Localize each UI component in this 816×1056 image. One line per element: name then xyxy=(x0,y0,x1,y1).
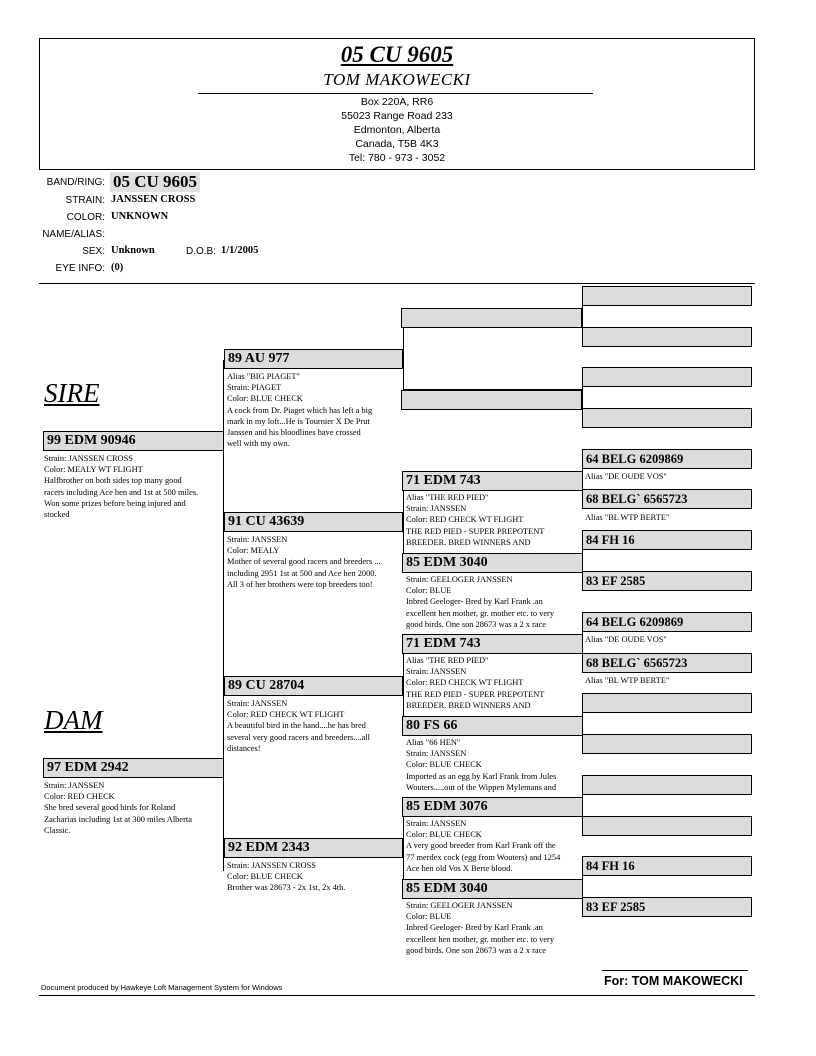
sire-label: SIRE xyxy=(44,378,100,408)
detail-line: Inbred Geeloger- Bred by Karl Frank .an xyxy=(406,923,543,933)
detail-line: excellent hen mother, gr. mother etc. to very xyxy=(406,934,555,944)
pedigree-g4-band[interactable] xyxy=(582,816,752,836)
detail-line: Strain: JANSSEN CROSS xyxy=(227,861,316,870)
pedigree-g4-band[interactable] xyxy=(582,693,752,713)
detail-line: Strain: JANSSEN xyxy=(406,504,467,514)
band-label: BAND/RING: xyxy=(46,177,105,188)
detail-line: well with my own. xyxy=(227,439,290,449)
pedigree-g4-band[interactable] xyxy=(582,408,752,428)
pedigree-g4-band[interactable]: 64 BELG 6209869 xyxy=(582,449,752,469)
header-ring-title: 05 CU 9605 xyxy=(340,42,454,67)
pedigree-g4-band[interactable] xyxy=(582,286,752,306)
detail-line: stocked xyxy=(44,510,70,520)
pedigree-dsd-band[interactable]: 80 FS 66 xyxy=(402,716,583,736)
name-label: NAME/ALIAS: xyxy=(42,229,105,240)
detail-line: All 3 of her brothers were top breeders too! xyxy=(227,579,373,589)
detail-line: Alias "BIG PIAGET" xyxy=(227,372,300,381)
header-divider xyxy=(198,93,593,94)
detail-line: A cock from Dr. Piaget which has left a big xyxy=(227,405,373,415)
pedigree-sire-band[interactable]: 99 EDM 90946 xyxy=(43,431,224,451)
pedigree-g4-alias: Alias "DE OUDE VOS" xyxy=(585,472,667,481)
address-line: 55023 Range Road 233 xyxy=(341,110,453,122)
pedigree-ds-band[interactable]: 89 CU 28704 xyxy=(224,676,403,696)
address-line: Canada, T5B 4K3 xyxy=(355,138,439,150)
dob-value: 1/1/2005 xyxy=(221,245,259,256)
color-label: COLOR: xyxy=(66,212,105,223)
detail-line: Color: MEALY xyxy=(227,546,280,556)
detail-line: A very good breeder from Karl Frank off the xyxy=(406,841,556,851)
info-divider xyxy=(39,283,755,284)
detail-line: racers including Ace hen and 1st at 500 miles. xyxy=(44,487,199,497)
sex-label: SEX: xyxy=(82,246,105,257)
pedigree-dam-band[interactable]: 97 EDM 2942 xyxy=(43,758,224,778)
detail-line: Halfbrother on both sides top many good xyxy=(44,476,182,486)
pedigree-ddd-details xyxy=(406,900,580,956)
eye-label: EYE INFO: xyxy=(55,263,105,274)
detail-line: A beautiful bird in the hand....he has bred xyxy=(227,721,366,731)
pedigree-g4-band[interactable]: 68 BELG` 6565723 xyxy=(582,489,752,509)
footer-note: Document produced by Hawkeye Loft Management System for Windows xyxy=(41,983,283,992)
detail-line: Strain: JANSSEN xyxy=(227,535,288,544)
strain-label: STRAIN: xyxy=(65,195,105,206)
pedigree-dss-band[interactable]: 71 EDM 743 xyxy=(402,634,583,654)
pedigree-g4-band[interactable]: 84 FH 16 xyxy=(582,530,752,550)
detail-line: Imported as an egg by Karl Frank from Jules xyxy=(406,771,557,781)
detail-line: including 2951 1st at 500 and Ace hen 2000. xyxy=(227,568,377,578)
pedigree-g4-alias: Alias "BL WTP BERTE" xyxy=(585,513,670,522)
pedigree-ss-details xyxy=(227,371,403,449)
pedigree-sss-band[interactable] xyxy=(401,308,582,328)
detail-line: Strain: GEELOGER JANSSEN xyxy=(406,901,513,910)
eye-value: (0) xyxy=(111,262,124,273)
detail-line: Color: BLUE CHECK xyxy=(406,830,482,840)
pedigree-dds-band[interactable]: 85 EDM 3076 xyxy=(402,797,583,817)
detail-line: Color: BLUE CHECK xyxy=(227,394,303,404)
detail-line: Zacharias including 1st at 300 miles Alberta xyxy=(44,814,192,824)
pedigree-sdd-details xyxy=(406,574,580,630)
detail-line: BREEDER. BRED WINNERS AND xyxy=(406,537,531,547)
detail-line: Strain: JANSSEN xyxy=(406,749,467,759)
detail-line: mark in my loft...He is Tournier X De Prut xyxy=(227,416,370,426)
detail-line: good birds. One son 28673 was a 2 x race xyxy=(406,945,547,955)
detail-line: THE RED PIED - SUPER PREPOTENT xyxy=(406,689,545,699)
detail-line: Color: RED CHECK WT FLIGHT xyxy=(227,710,345,720)
header-box xyxy=(39,38,755,170)
pedigree-dam-details xyxy=(44,780,224,836)
detail-line: Alias "THE RED PIED" xyxy=(406,493,489,502)
address-line: Tel: 780 - 973 - 3052 xyxy=(348,152,446,164)
detail-line: Color: BLUE CHECK xyxy=(406,760,482,770)
detail-line: good birds. One son 28673 was a 2 x race xyxy=(406,619,547,629)
pedigree-sire-details xyxy=(44,453,224,520)
address-line: Edmonton, Alberta xyxy=(353,124,441,136)
detail-line: She bred several good birds for Roland xyxy=(44,803,176,813)
detail-line: Color: RED CHECK WT FLIGHT xyxy=(406,515,524,525)
pedigree-sd-band[interactable]: 91 CU 43639 xyxy=(224,512,403,532)
pedigree-ss-band[interactable]: 89 AU 977 xyxy=(224,349,403,369)
detail-line: Wouters.....out of the Wippen Mylemans and xyxy=(406,782,557,792)
detail-line: Inbred Geeloger- Bred by Karl Frank .an xyxy=(406,597,543,607)
band-value: 05 CU 9605 xyxy=(110,172,200,192)
detail-line: Color: BLUE CHECK xyxy=(227,872,303,882)
pedigree-g4-band[interactable] xyxy=(582,367,752,387)
detail-line: 77 merdex cock (egg from Wouters) and 1254 xyxy=(406,852,561,862)
detail-line: Strain: JANSSEN xyxy=(406,667,467,677)
pedigree-g4-band[interactable]: 64 BELG 6209869 xyxy=(582,612,752,632)
pedigree-dds-details xyxy=(406,818,580,874)
detail-line: BREEDER. BRED WINNERS AND xyxy=(406,700,531,710)
header-owner-name: TOM MAKOWECKI xyxy=(323,70,471,89)
detail-line: Strain: PIAGET xyxy=(227,383,282,393)
detail-line: Brother was 28673 - 2x 1st, 2x 4th. xyxy=(227,883,346,893)
footer-for-owner: For: TOM MAKOWECKI xyxy=(604,974,743,988)
footer-divider xyxy=(39,995,755,996)
pedigree-dd-band[interactable]: 92 EDM 2343 xyxy=(224,838,403,858)
detail-line: Alias "THE RED PIED" xyxy=(406,656,489,665)
pedigree-g4-band[interactable]: 84 FH 16 xyxy=(582,856,752,876)
pedigree-g4-band[interactable] xyxy=(582,327,752,347)
detail-line: Janssen and his bloodlines have crossed xyxy=(227,428,361,438)
pedigree-g4-band[interactable] xyxy=(582,775,752,795)
detail-line: Mother of several good racers and breeders ... xyxy=(227,557,381,567)
address-line: Box 220A, RR6 xyxy=(360,96,434,108)
pedigree-ddd-band[interactable]: 85 EDM 3040 xyxy=(402,879,583,899)
detail-line: Color: RED CHECK xyxy=(44,792,115,802)
detail-line: Ace hen old Vos X Berte blood. xyxy=(406,863,513,873)
pedigree-dd-details xyxy=(227,860,403,894)
pedigree-g4-band[interactable] xyxy=(582,734,752,754)
pedigree-g4-band[interactable]: 83 EF 2585 xyxy=(582,571,752,591)
detail-line: Strain: JANSSEN xyxy=(406,819,467,828)
detail-line: Strain: JANSSEN CROSS xyxy=(44,454,133,463)
detail-line: Alias "66 HEN" xyxy=(406,738,461,747)
detail-line: distances! xyxy=(227,743,261,753)
detail-line: Won some prizes before being injured and xyxy=(44,498,186,508)
pedigree-ds-details xyxy=(227,698,403,754)
detail-line: Strain: GEELOGER JANSSEN xyxy=(406,575,513,584)
pedigree-g4-band[interactable]: 83 EF 2585 xyxy=(582,897,752,917)
sex-value: Unknown xyxy=(111,245,155,256)
detail-line: Color: RED CHECK WT FLIGHT xyxy=(406,678,524,688)
pedigree-g4-alias: Alias "DE OUDE VOS" xyxy=(585,635,667,644)
detail-line: excellent hen mother, gr. mother etc. to very xyxy=(406,608,555,618)
detail-line: Color: BLUE xyxy=(406,912,452,922)
detail-line: several very good racers and breeders....all xyxy=(227,732,371,742)
pedigree-dsd-details xyxy=(406,737,580,793)
pedigree-sdd-band[interactable]: 85 EDM 3040 xyxy=(402,553,583,573)
strain-value: JANSSEN CROSS xyxy=(111,194,196,205)
detail-line: Classic. xyxy=(44,825,71,835)
color-value: UNKNOWN xyxy=(111,211,169,222)
dob-label: D.O.B: xyxy=(186,246,217,257)
footer-signature-rule xyxy=(602,970,748,971)
detail-line: Color: BLUE xyxy=(406,586,452,596)
detail-line: Strain: JANSSEN xyxy=(44,781,105,790)
pedigree-g4-alias: Alias "BL WTP BERTE" xyxy=(585,676,670,685)
pedigree-g4-band[interactable]: 68 BELG` 6565723 xyxy=(582,653,752,673)
pedigree-sds-band[interactable]: 71 EDM 743 xyxy=(402,471,583,491)
pedigree-sd-details xyxy=(227,534,403,590)
detail-line: Strain: JANSSEN xyxy=(227,699,288,708)
pedigree-dss-details xyxy=(406,655,580,711)
pedigree-ssd-band[interactable] xyxy=(401,390,582,410)
detail-line: Color: MEALY WT FLIGHT xyxy=(44,465,143,475)
detail-line: THE RED PIED - SUPER PREPOTENT xyxy=(406,526,545,536)
dam-label: DAM xyxy=(44,705,103,735)
pedigree-sds-details xyxy=(406,492,580,548)
